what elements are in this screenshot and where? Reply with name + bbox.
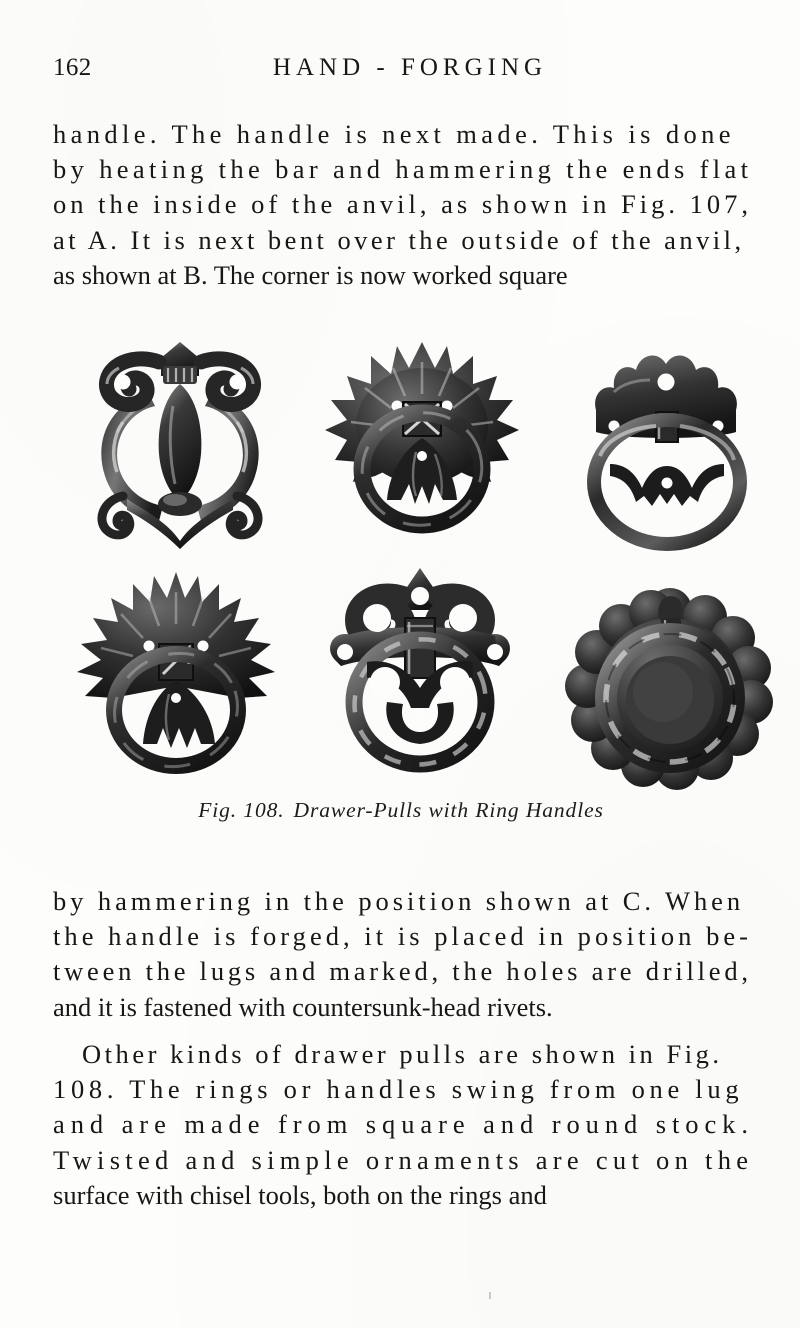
figure-caption-text: Drawer-Pulls with Ring Handles xyxy=(293,798,604,822)
text-line: as shown at B. The corner is now worked square xyxy=(53,259,568,290)
text-line: by hammering in the position shown at C. When xyxy=(53,886,745,916)
text-line: handle. The handle is next made. This is done xyxy=(53,119,735,149)
paragraph-top xyxy=(53,117,753,293)
text-line: by heating the bar and hammering the ends flat xyxy=(53,154,753,185)
figure-caption-number: Fig. 108. xyxy=(198,798,285,822)
text-line: tween the lugs and marked, the holes are drilled, xyxy=(53,956,752,987)
scan-speck xyxy=(489,1292,491,1299)
figure-108 xyxy=(45,330,757,830)
page-number: 162 xyxy=(53,54,92,81)
text-line: and are made from square and round stock. xyxy=(53,1109,754,1140)
text-line: Other kinds of drawer pulls are shown in Fig. xyxy=(82,1039,723,1069)
running-head-title: HAND - FORGING xyxy=(272,54,548,81)
figure-caption xyxy=(45,798,757,823)
star-rosette-drawer-pull xyxy=(317,334,527,549)
text-line: 108. The rings or handles swing from one lug xyxy=(53,1074,744,1105)
text-line: on the inside of the anvil, as shown in Fig. 107, xyxy=(53,189,752,220)
pierced-quatrefoil-drawer-pull xyxy=(315,562,525,777)
page-content xyxy=(53,0,754,1328)
text-line: surface with chisel tools, both on the rings and xyxy=(53,1179,547,1210)
lobed-rosette-drawer-pull xyxy=(565,588,775,803)
scrolled-bow-drawer-pull xyxy=(75,336,285,551)
spiked-sunburst-drawer-pull xyxy=(71,568,281,783)
paragraph-middle xyxy=(53,884,753,1025)
scalloped-crown-drawer-pull xyxy=(562,336,772,551)
text-line: at A. It is next bent over the outside of the anvil, xyxy=(53,224,745,255)
paragraph-bottom xyxy=(53,1037,754,1213)
text-line: the handle is forged, it is placed in position be- xyxy=(53,921,753,952)
text-line: Twisted and simple ornaments are cut on the xyxy=(53,1144,754,1175)
text-line: and it is fastened with countersunk-head rivets. xyxy=(53,991,553,1022)
running-head xyxy=(53,52,748,86)
figure-illustration-grid xyxy=(45,330,757,790)
